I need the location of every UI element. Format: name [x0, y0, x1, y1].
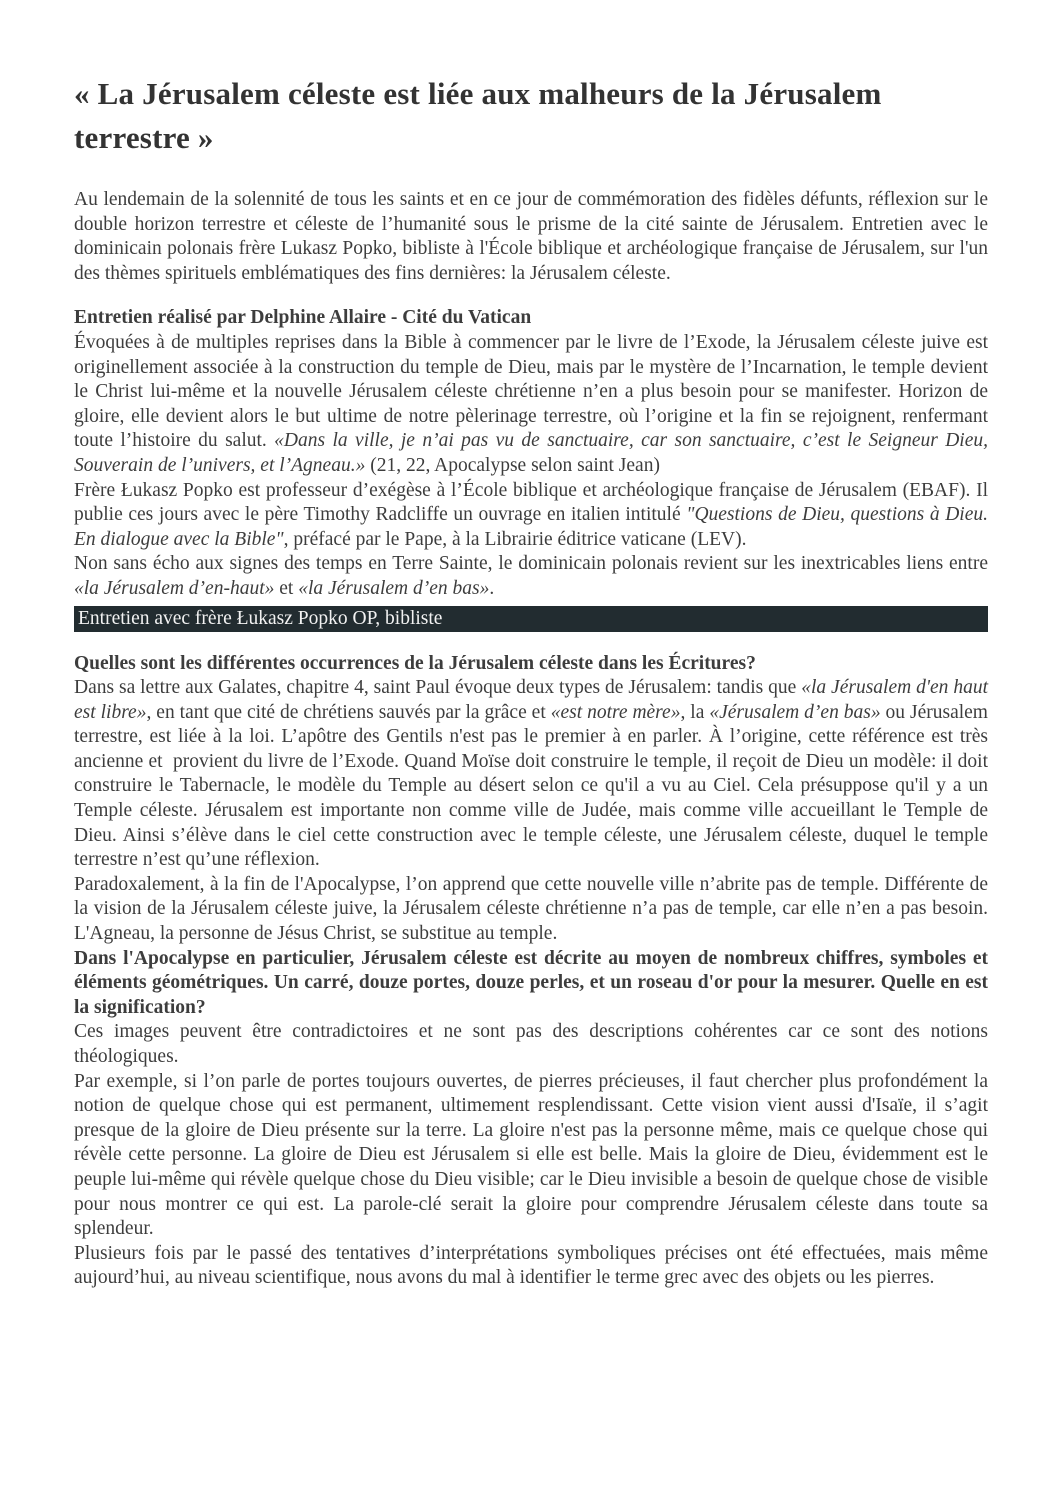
text-segment: Évoquées à de multiples reprises dans la Bible à commencer par le livre de l’Exode, la Jérusalem céleste juive est originellement associée à la construction du temple de Dieu, mais par le mystère de l’Incarnation, le temple devient le Christ lui-même et la nouvelle Jérusalem céleste chrétienne n’en a plus besoin pour se manifester. Horizon de gloire, elle devient alors le but ultime de notre pèlerinage terrestre, où l’origine et la fin se rejoignent, renfermant toute l’histoire du salut. [74, 331, 988, 452]
byline [74, 306, 988, 331]
text-segment: Dans l'Apocalypse en particulier, Jérusalem céleste est décrite au moyen de nombreux chiffres, symboles et éléments géométriques. Un carré, douze portes, douze perles, et un roseau d'or pour la mesurer. Quelle en est la signification? [74, 947, 988, 1018]
italic-segment: «la Jérusalem d’en bas» [298, 577, 490, 599]
text-segment: Par exemple, si l’on parle de portes toujours ouvertes, de pierres précieuses, il faut chercher plus profondément la notion de quelque chose qui est permanent, ultimement resplendissant. Cette vision vient aussi d'Isaïe, il s’agit presque de la gloire de Dieu présente sur la terre. La gloire n'est pas la personne même, mais ce quelque chose qui révèle cette personne. La gloire de Dieu est Jérusalem si elle est belle. Mais la gloire de Dieu, évidemment est le peuple lui-même qui révèle quelque chose du Dieu visible; car le Dieu invisible a besoin de quelque chose de visible pour nous montrer ce qui est. La parole-clé serait la gloire pour comprendre Jérusalem céleste dans toute sa splendeur. [74, 1070, 988, 1240]
text-segment: , la [680, 701, 710, 723]
interview-question [74, 652, 988, 677]
italic-segment: «la Jérusalem d’en-haut» [74, 577, 275, 599]
interview-question [74, 947, 988, 1021]
text-segment: Dans sa lettre aux Galates, chapitre 4, saint Paul évoque deux types de Jérusalem: tandis que [74, 677, 802, 699]
text-segment: Quelles sont les différentes occurrences de la Jérusalem céleste dans les Écritures? [74, 652, 756, 674]
body-paragraph [74, 676, 988, 873]
text-segment: Non sans écho aux signes des temps en Terre Sainte, le dominicain polonais revient sur les inextricables liens entre [74, 553, 988, 575]
body-paragraph [74, 188, 988, 286]
text-segment: , préfacé par le Pape, à la Librairie éditrice vaticane (LEV). [283, 528, 747, 550]
italic-segment: «la Jérusalem d'en haut est libre» [74, 677, 988, 723]
text-segment: Entretien avec frère Łukasz Popko OP, bibliste [78, 607, 443, 629]
article-body [74, 188, 988, 1291]
text-segment: Plusieurs fois par le passé des tentatives d’interprétations symboliques précises ont été effectuées, mais même aujourd’hui, au niveau scientifique, nous avons du mal à identifier le terme grec avec des objets ou les pierres. [74, 1242, 988, 1289]
italic-segment: "Questions de Dieu, questions à Dieu. En dialogue avec la Bible" [74, 504, 988, 550]
body-paragraph [74, 552, 988, 601]
text-segment: , en tant que cité de chrétiens sauvés par la grâce et [146, 701, 551, 723]
body-paragraph [74, 1020, 988, 1069]
body-paragraph [74, 873, 988, 947]
text-segment: ou Jérusalem terrestre, est liée à la loi. L’apôtre des Gentils n'est pas le premier à en parler. À l’origine, cette référence est très ancienne et provient du livre de l’Exode. Quand Moïse doit construire le temple, il reçoit de Dieu un modèle: il doit construire le Tabernacle, le modèle du Temple au désert selon ce qu'il a vu au Ciel. Cela présuppose qu'il y a un Temple céleste. Jérusalem est importante non comme ville de Judée, mais comme ville accueillant le Temple de Dieu. Ainsi s’élève dans le ciel cette construction avec le temple céleste, une Jérusalem céleste, duquel le temple terrestre n’est qu’une réflexion. [74, 701, 988, 871]
text-segment: Paradoxalement, à la fin de l'Apocalypse, l’on apprend que cette nouvelle ville n’abrite pas de temple. Différente de la vision de la Jérusalem céleste juive, la Jérusalem céleste chrétienne n’a pas de temple, car elle n’en a pas besoin. L'Agneau, la personne de Jésus Christ, se substitue au temple. [74, 873, 988, 945]
italic-segment: «est notre mère» [550, 701, 681, 723]
italic-segment: «Dans la ville, je n’ai pas vu de sanctuaire, car son sanctuaire, c’est le Seigneur Dieu, Souverain de l’univers, et l’Agneau.» [74, 430, 988, 476]
text-segment: Frère Łukasz Popko est professeur d’exégèse à l’École biblique et archéologique française de Jérusalem (EBAF). Il publie ces jours avec le père Timothy Radcliffe un ouvrage en italien intitulé [74, 479, 988, 526]
article-title: « La Jérusalem céleste est liée aux malheurs de la Jérusalem terrestre » [74, 76, 882, 155]
text-segment: Au lendemain de la solennité de tous les saints et en ce jour de commémoration des fidèles défunts, réflexion sur le double horizon terrestre et céleste de l’humanité sous le prisme de la cité sainte de Jérusalem. Entretien avec le dominicain polonais frère Lukasz Popko, bibliste à l'École biblique et archéologique française de Jérusalem, sur l'un des thèmes spirituels emblématiques des fins dernières: la Jérusalem céleste. [74, 189, 988, 284]
body-paragraph [74, 479, 988, 553]
text-segment: (21, 22, Apocalypse selon saint Jean) [365, 454, 660, 476]
text-segment: . [489, 577, 495, 599]
body-paragraph [74, 1070, 988, 1242]
text-segment: Entretien réalisé par Delphine Allaire - Cité du Vatican [74, 307, 532, 329]
body-paragraph [74, 331, 988, 479]
body-paragraph [74, 1242, 988, 1291]
interview-banner [74, 606, 988, 632]
text-segment: et [274, 577, 299, 599]
text-segment: Ces images peuvent être contradictoires et ne sont pas des descriptions cohérentes car ce sont des notions théologiques. [74, 1021, 988, 1067]
italic-segment: «Jérusalem d’en bas» [709, 701, 881, 723]
